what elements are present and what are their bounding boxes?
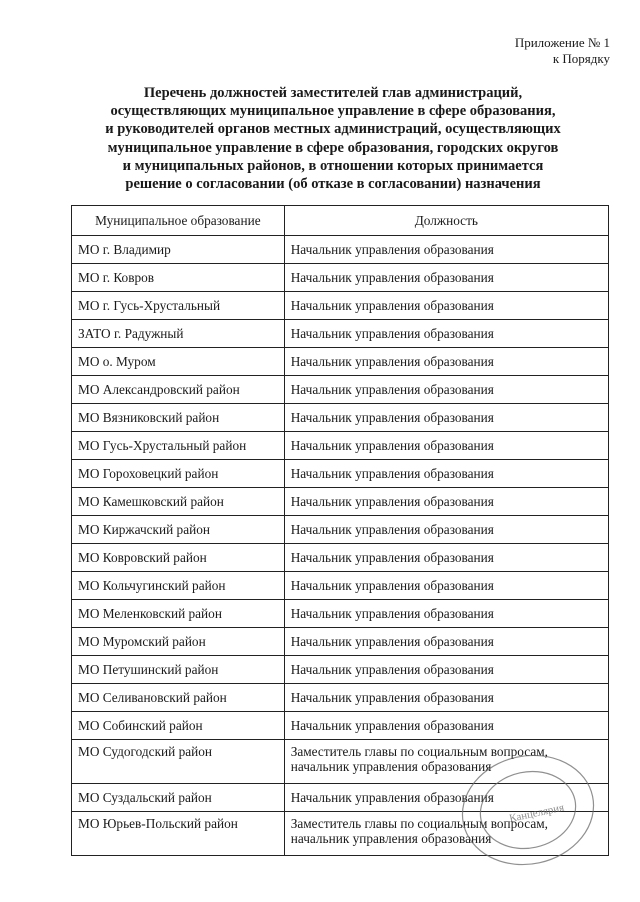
- municipality-cell: МО Меленковский район: [72, 600, 285, 628]
- municipality-cell: МО г. Гусь-Хрустальный: [72, 292, 285, 320]
- position-line: Начальник управления образования: [290, 409, 494, 425]
- table-row: [72, 320, 609, 348]
- position-line: Заместитель главы по социальным вопросам,: [290, 744, 548, 759]
- table-row: [72, 516, 609, 544]
- header-municipality: Муниципальное образование: [72, 206, 285, 236]
- table-row: [72, 236, 609, 264]
- appendix-line-2: к Порядку: [552, 51, 610, 66]
- municipality-cell: МО Кольчугинский район: [72, 572, 285, 600]
- municipality-cell: МО Гороховецкий район: [72, 460, 285, 488]
- title-line: Перечень должностей заместителей глав администраций,: [143, 85, 523, 101]
- position-cell: [284, 516, 608, 544]
- office-stamp: [448, 750, 600, 868]
- municipality-cell: МО Александровский район: [72, 376, 285, 404]
- position-line: Начальник управления образования: [290, 605, 494, 621]
- position-line: Начальник управления образования: [290, 521, 494, 537]
- position-cell: [284, 320, 608, 348]
- position-cell: [284, 348, 608, 376]
- position-cell: [284, 236, 608, 264]
- municipality-cell: МО Киржачский район: [72, 516, 285, 544]
- table-row: [72, 292, 609, 320]
- table-row: [72, 460, 609, 488]
- position-cell: [284, 460, 608, 488]
- position-line: Начальник управления образования: [290, 689, 494, 705]
- municipality-cell: МО Петушинский район: [72, 656, 285, 684]
- municipality-cell: МО Камешковский район: [72, 488, 285, 516]
- municipality-cell: МО Селивановский район: [72, 684, 285, 712]
- position-cell: [284, 376, 608, 404]
- position-line: Начальник управления образования: [290, 577, 494, 593]
- position-cell: [284, 600, 608, 628]
- position-line: Начальник управления образования: [290, 465, 494, 481]
- position-line: Начальник управления образования: [290, 789, 494, 805]
- municipality-cell: МО Муромский район: [72, 628, 285, 656]
- municipality-cell: МО г. Владимир: [72, 236, 285, 264]
- title-line: и муниципальных районов, в отношении которых принимается: [122, 157, 544, 174]
- document-title: [60, 84, 606, 193]
- position-line: начальник управления образования: [290, 831, 492, 846]
- table-row: [72, 544, 609, 572]
- position-line: Начальник управления образования: [290, 549, 494, 565]
- appendix-line-1: Приложение № 1: [514, 35, 610, 50]
- table-row: [72, 656, 609, 684]
- table-row: [72, 348, 609, 376]
- municipality-cell: МО Суздальский район: [72, 784, 285, 812]
- position-line: Начальник управления образования: [290, 297, 494, 313]
- position-line: Начальник управления образования: [290, 269, 494, 285]
- table-row: [72, 600, 609, 628]
- position-line: Начальник управления образования: [290, 437, 494, 453]
- position-cell: [284, 684, 608, 712]
- position-cell: [284, 628, 608, 656]
- municipality-cell: МО Судогодский район: [72, 740, 285, 784]
- position-cell: [284, 488, 608, 516]
- position-line: Начальник управления образования: [290, 325, 494, 341]
- appendix-note: [515, 35, 610, 67]
- municipality-cell: МО Собинский район: [72, 712, 285, 740]
- position-line: Начальник управления образования: [290, 353, 494, 369]
- municipality-cell: ЗАТО г. Радужный: [72, 320, 285, 348]
- municipality-cell: МО Вязниковский район: [72, 404, 285, 432]
- table-row: [72, 628, 609, 656]
- header-position: Должность: [284, 206, 608, 236]
- position-cell: [284, 544, 608, 572]
- title-line: муниципальное управление в сфере образования, городских округов: [107, 139, 559, 156]
- position-cell: [284, 712, 608, 740]
- table-row: [72, 404, 609, 432]
- table-row: [72, 264, 609, 292]
- position-cell: [284, 292, 608, 320]
- municipality-cell: МО г. Ковров: [72, 264, 285, 292]
- position-line: Начальник управления образования: [290, 633, 494, 649]
- position-line: Заместитель главы по социальным вопросам,: [290, 816, 548, 831]
- position-cell: [284, 264, 608, 292]
- title-line: решение о согласовании (об отказе в согласовании) назначения: [125, 176, 541, 193]
- title-line: осуществляющих муниципальное управление в сфере образования,: [110, 103, 556, 120]
- table-row: [72, 376, 609, 404]
- municipality-cell: МО Ковровский район: [72, 544, 285, 572]
- table-row: [72, 684, 609, 712]
- municipality-cell: МО о. Муром: [72, 348, 285, 376]
- position-cell: [284, 656, 608, 684]
- position-cell: [284, 432, 608, 460]
- position-cell: [284, 572, 608, 600]
- title-line: и руководителей органов местных администраций, осуществляющих: [105, 121, 561, 138]
- position-line: начальник управления образования: [290, 759, 492, 774]
- table-header-row: [72, 206, 609, 236]
- position-line: Начальник управления образования: [290, 381, 494, 397]
- table-row: [72, 712, 609, 740]
- position-line: Начальник управления образования: [290, 241, 494, 257]
- position-line: Начальник управления образования: [290, 661, 494, 677]
- table-row: [72, 488, 609, 516]
- stamp-text: Канцелярия: [508, 801, 566, 825]
- position-line: Начальник управления образования: [290, 493, 494, 509]
- position-cell: [284, 404, 608, 432]
- table-row: [72, 432, 609, 460]
- position-line: Начальник управления образования: [290, 717, 494, 733]
- municipality-cell: МО Юрьев-Польский район: [72, 812, 285, 856]
- table-row: [72, 572, 609, 600]
- municipality-cell: МО Гусь-Хрустальный район: [72, 432, 285, 460]
